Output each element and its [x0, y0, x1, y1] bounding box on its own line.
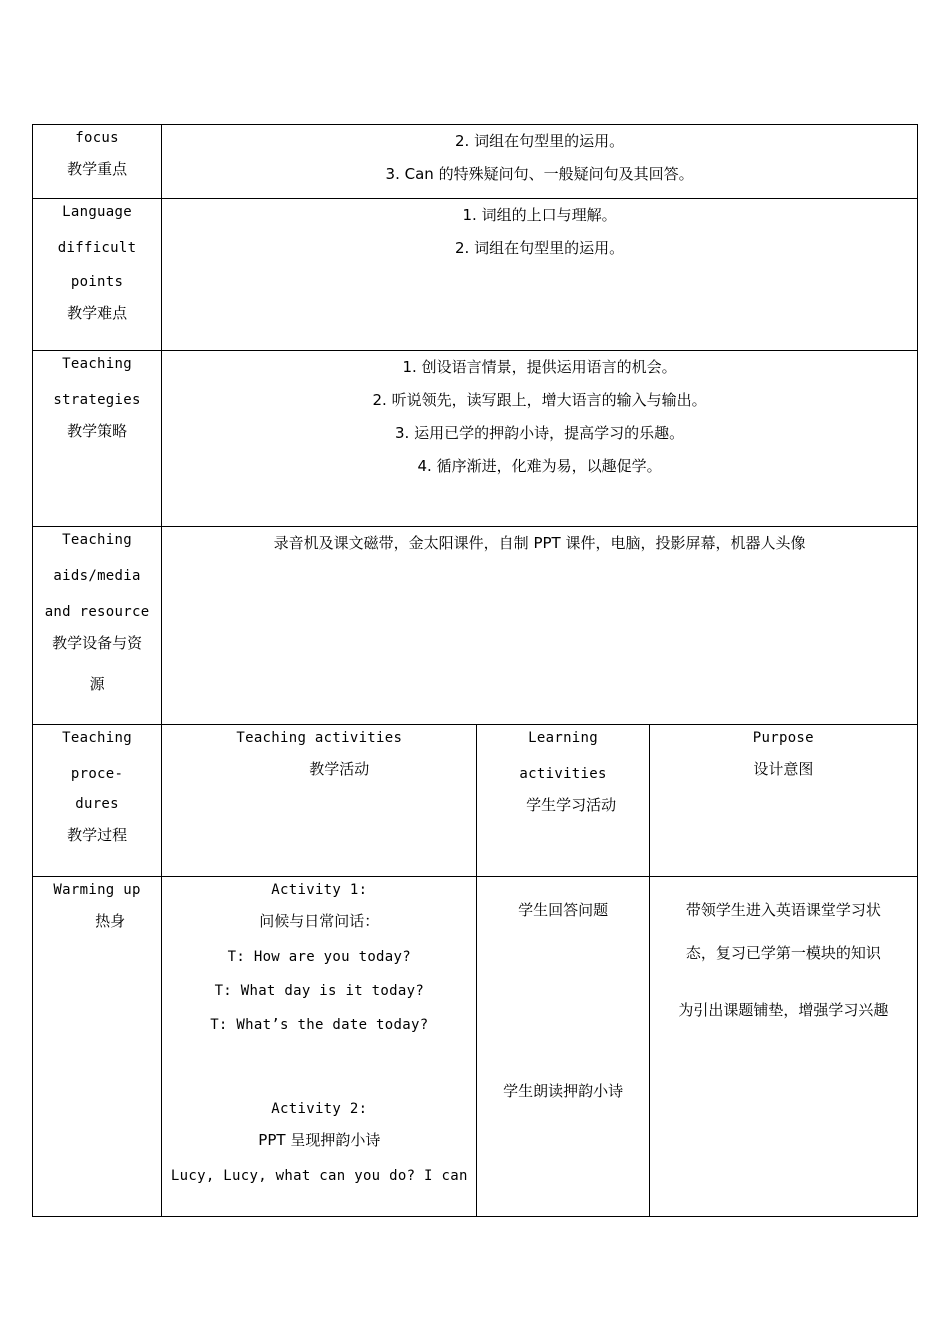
- procedures-label-zh: 教学过程: [67, 826, 128, 844]
- strategies-item-1: 1. 创设语言情景，提供运用语言的机会。: [402, 358, 677, 376]
- focus-item-2: 3. Can 的特殊疑问句、一般疑问句及其回答。: [385, 165, 694, 183]
- strategies-label-en-1: Teaching: [62, 356, 132, 372]
- aids-label-en-3: and resource: [44, 604, 150, 620]
- difficult-item-2: 2. 词组在句型里的运用。: [455, 239, 625, 257]
- activity1-subtitle: 问候与日常问话：: [259, 912, 380, 930]
- procedures-label-en-1: Teaching: [62, 730, 132, 746]
- purpose-header-cell: [649, 725, 917, 877]
- aids-row: [33, 527, 918, 725]
- warmup-teaching-cell: [162, 877, 477, 1217]
- strategies-item-3: 3. 运用已学的押韵小诗，提高学习的乐趣。: [395, 424, 685, 442]
- procedures-label-en-2: proce-: [70, 766, 124, 782]
- difficult-label-en-2: difficult: [57, 240, 137, 256]
- focus-label-zh: 教学重点: [67, 160, 128, 178]
- focus-content-cell: [162, 125, 918, 199]
- purpose-line-3: 为引出课题铺垫，增强学习兴趣: [678, 1001, 889, 1019]
- difficult-row: [33, 199, 918, 351]
- strategies-label-cell: [33, 351, 162, 527]
- teaching-activities-header-cell: [162, 725, 477, 877]
- purpose-line-1: 带领学生进入英语课堂学习状: [685, 901, 881, 919]
- learning-activities-header-en-1: Learning: [528, 730, 598, 746]
- learning-read-poem: 学生朗读押韵小诗: [503, 1082, 624, 1100]
- activity2-title: Activity 2:: [271, 1101, 368, 1117]
- learning-activities-header-zh: 学生学习活动: [526, 796, 617, 814]
- teaching-activities-header-en: Teaching activities: [236, 730, 403, 746]
- aids-content: 录音机及课文磁带，金太阳课件，自制 PPT 课件，电脑，投影屏幕，机器人头像: [273, 534, 806, 552]
- aids-label-zh-2: 源: [89, 675, 105, 693]
- procedures-label-en-3: dures: [75, 796, 119, 812]
- warmup-learning-cell: [477, 877, 649, 1217]
- activity2-subtitle: PPT 呈现押韵小诗: [258, 1131, 381, 1149]
- activity1-question-2: T: What day is it today?: [214, 983, 425, 999]
- warmup-label-zh: 热身: [95, 912, 126, 930]
- learning-activities-header-en-2: activities: [519, 766, 607, 782]
- strategies-item-4: 4. 循序渐进，化难为易，以趣促学。: [417, 457, 662, 475]
- learning-answer-questions: 学生回答问题: [518, 901, 609, 919]
- focus-label-cell: [33, 125, 162, 199]
- poem-line: Lucy, Lucy, what can you do? I can: [170, 1168, 468, 1184]
- difficult-content-cell: [162, 199, 918, 351]
- aids-label-en-2: aids/media: [53, 568, 141, 584]
- aids-content-cell: [162, 527, 918, 725]
- aids-label-en-1: Teaching: [62, 532, 132, 548]
- learning-activities-header-cell: [477, 725, 649, 877]
- warmup-label-en: Warming up: [53, 882, 141, 898]
- activity1-title: Activity 1:: [271, 882, 368, 898]
- strategies-content-cell: [162, 351, 918, 527]
- warmup-label-cell: [33, 877, 162, 1217]
- focus-item-1: 2. 词组在句型里的运用。: [455, 132, 625, 150]
- difficult-item-1: 1. 词组的上口与理解。: [462, 206, 617, 224]
- strategies-item-2: 2. 听说领先，读写跟上，增大语言的输入与输出。: [372, 391, 707, 409]
- warmup-row: [33, 877, 918, 1217]
- activity1-question-1: T: How are you today?: [227, 949, 411, 965]
- procedures-header-row: [33, 725, 918, 877]
- purpose-header-zh: 设计意图: [753, 760, 814, 778]
- difficult-label-cell: [33, 199, 162, 351]
- focus-row: [33, 125, 918, 199]
- strategies-label-zh: 教学策略: [67, 422, 128, 440]
- purpose-header-en: Purpose: [752, 730, 814, 746]
- aids-label-zh-1: 教学设备与资: [52, 634, 143, 652]
- lesson-plan-table: [32, 124, 918, 1217]
- aids-label-cell: [33, 527, 162, 725]
- difficult-label-zh: 教学难点: [67, 304, 128, 322]
- activity1-question-3: T: What’s the date today?: [210, 1017, 429, 1033]
- strategies-row: [33, 351, 918, 527]
- focus-label-en: focus: [75, 130, 119, 146]
- teaching-activities-header-zh: 教学活动: [309, 760, 370, 778]
- strategies-label-en-2: strategies: [53, 392, 141, 408]
- procedures-label-cell: [33, 725, 162, 877]
- purpose-line-2: 态，复习已学第一模块的知识: [685, 944, 881, 962]
- difficult-label-en-3: points: [70, 274, 124, 290]
- lesson-plan-page: [32, 124, 918, 1217]
- difficult-label-en-1: Language: [62, 204, 132, 220]
- warmup-purpose-cell: [649, 877, 917, 1217]
